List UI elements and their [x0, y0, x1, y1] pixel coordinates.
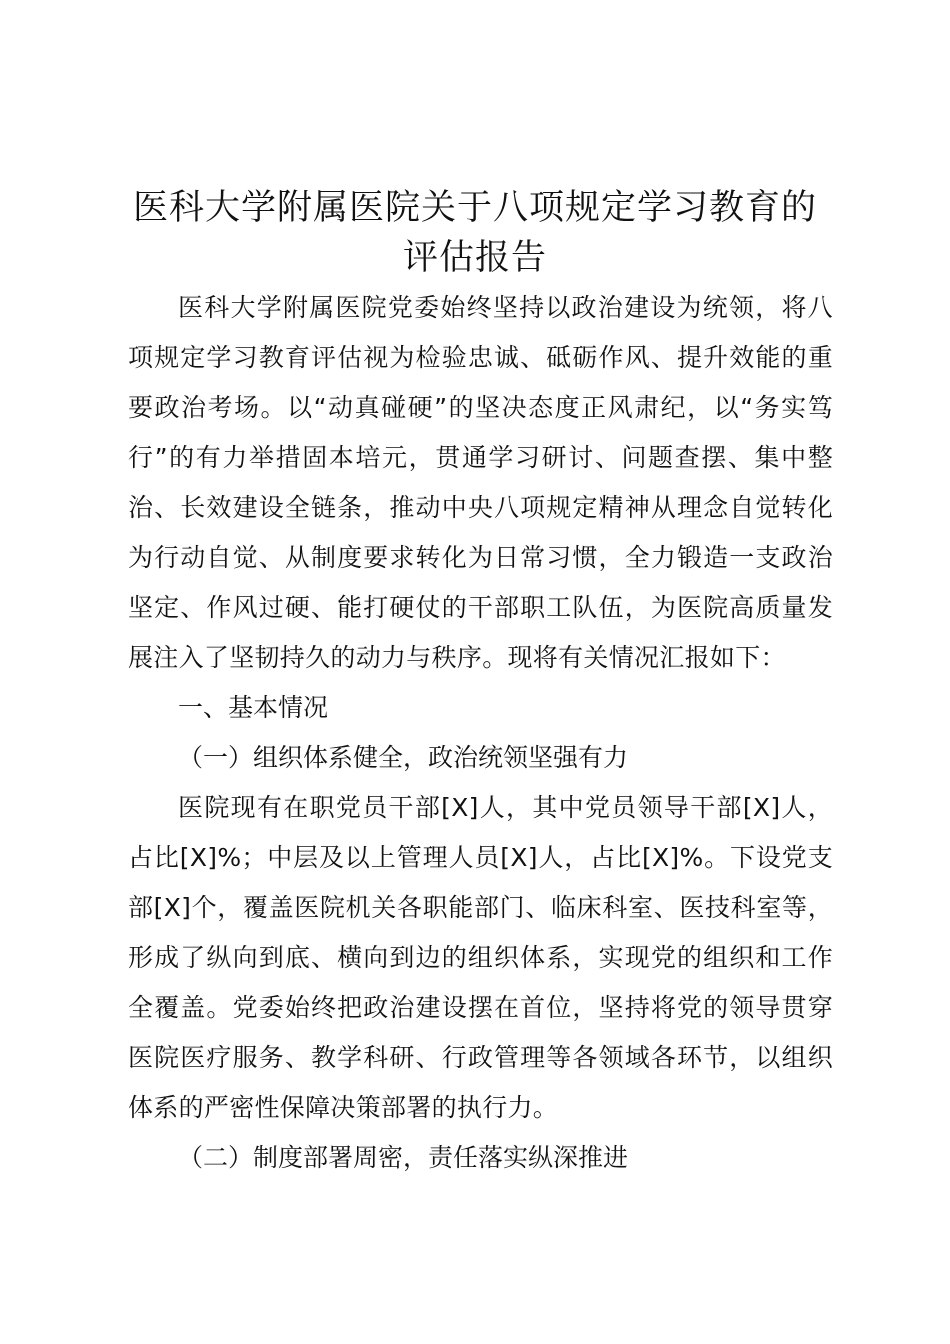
document-body — [128, 283, 833, 1183]
subsection-heading-system-deployment: （二）制度部署周密，责任落实纵深推进 — [178, 1143, 629, 1172]
subsection-heading-organization: （一）组织体系健全，政治统领坚强有力 — [178, 743, 629, 772]
organization-paragraph: 医院现有在职党员干部[X]人，其中党员领导干部[X]人，占比[X]%；中层及以上管理人员[X]人，占比[X]%。下设党支部[X]个，覆盖医院机关各职能部门、临床科室、医技科室等，形成了纵向到底、横向到边的组织体系，实现党的组织和工作全覆盖。党委始终把政治建设摆在首位，坚持将党的领导贯穿医院医疗服务、教学科研、行政管理等各领域各环节，以组织体系的严密性保障决策部署的执行力。 — [128, 793, 833, 1122]
document-title: 医科大学附属医院关于八项规定学习教育的评估报告 — [132, 188, 817, 278]
intro-paragraph: 医科大学附属医院党委始终坚持以政治建设为统领，将八项规定学习教育评估视为检验忠诚、砥砺作风、提升效能的重要政治考场。以“动真碰硬”的坚决态度正风肃纪，以“务实笃行”的有力举措固本培元，贯通学习研讨、问题查摆、集中整治、长效建设全链条，推动中央八项规定精神从理念自觉转化为行动自觉、从制度要求转化为日常习惯，全力锻造一支政治坚定、作风过硬、能打硬仗的干部职工队伍，为医院高质量发展注入了坚韧持久的动力与秩序。现将有关情况汇报如下： — [128, 293, 833, 672]
section-heading-basic-situation: 一、基本情况 — [178, 693, 329, 722]
